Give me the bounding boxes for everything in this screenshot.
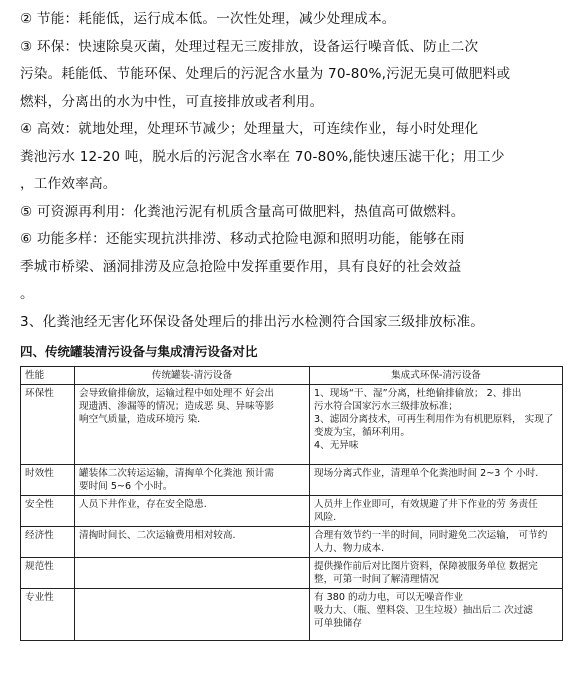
paragraph-line: ④ 高效：就地处理，处理环节减少；处理量大，可连续作业，每小时处理化 xyxy=(20,121,479,137)
integrated-cell xyxy=(310,558,563,589)
integrated-cell xyxy=(310,385,563,465)
cell-text-line: 变废为宝，循环利用。 xyxy=(314,427,410,438)
table-row xyxy=(21,465,563,496)
row-label: 专业性 xyxy=(21,589,75,641)
paragraph-line: ⑥ 功能多样：还能实现抗洪排涝、移动式抢险电源和照明功能，能够在雨 xyxy=(20,231,465,247)
paragraph-line: ，工作效率高。 xyxy=(20,176,117,192)
body-paragraphs xyxy=(20,6,565,336)
paragraph-line: ⑤ 可资源再利用：化粪池污泥有机质含量高可做肥料，热值高可做燃料。 xyxy=(20,203,465,220)
cell-text-line: 污水符合国家污水三级排放标准； xyxy=(314,401,458,412)
table-row xyxy=(21,527,563,558)
cell-text-line: 4、无异味 xyxy=(314,440,359,451)
header-performance: 性能 xyxy=(21,367,75,385)
cell-text-line: 人力、物力成本. xyxy=(314,543,385,554)
paragraph-line: 燃料，分离出的水为中性，可直接排放或者利用。 xyxy=(20,93,324,110)
cell-text-line: 人员下井作业，存在安全隐患. xyxy=(79,499,207,510)
paragraph-line: ② 节能：耗能低，运行成本低。一次性处理，减少处理成本。 xyxy=(20,11,396,27)
paragraph-line: 季城市桥梁、涵洞排涝及应急抢险中发挥重要作用，具有良好的社会效益 xyxy=(20,258,462,275)
cell-text-line: 清掏时间长、二次运输费用相对较高. xyxy=(79,530,236,541)
cell-text-line: 整，可第一时间了解清理情况 xyxy=(314,574,439,585)
paragraph-line: 。 xyxy=(20,286,34,302)
traditional-cell xyxy=(75,558,310,589)
row-label: 安全性 xyxy=(21,496,75,527)
header-traditional: 传统罐装-清污设备 xyxy=(75,367,310,385)
comparison-table xyxy=(20,366,563,641)
cell-text-line: 可单独储存 xyxy=(314,618,362,629)
table-header-row xyxy=(21,367,563,385)
integrated-cell xyxy=(310,496,563,527)
integrated-cell xyxy=(310,527,563,558)
cell-text-line: 人员井上作业即可，有效规避了井下作业的劳 务责任 xyxy=(314,499,538,510)
cell-text-line: 合理有效节约一半的时间，同时避免二次运输， 可节约 xyxy=(314,530,548,541)
traditional-cell xyxy=(75,496,310,527)
cell-text-line: 1、现场“干、湿”分离，杜绝偷排偷放； 2、排出 xyxy=(314,388,522,399)
table-row xyxy=(21,496,563,527)
cell-text-line: 风险. xyxy=(314,512,337,523)
paragraph-line: ③ 环保：快速除臭灭菌，处理过程无三废排放，设备运行噪音低、防止二次 xyxy=(20,38,479,55)
traditional-cell xyxy=(75,465,310,496)
cell-text-line: 现遗洒、渗漏等的情况；造成恶 臭、异味等影 xyxy=(79,401,274,412)
traditional-cell xyxy=(75,589,310,641)
table-row xyxy=(21,558,563,589)
traditional-cell xyxy=(75,385,310,465)
row-label: 时效性 xyxy=(21,465,75,496)
cell-text-line: 罐装体二次转运运输，清掏单个化粪池 预计需 xyxy=(79,468,274,479)
cell-text-line: 会导致偷排偷放，运输过程中如处理不 好会出 xyxy=(79,388,274,399)
cell-text-line: 现场分离式作业，清理单个化粪池时间 2~3 个 小时. xyxy=(314,468,539,479)
section-heading: 四、传统罐装清污设备与集成清污设备对比 xyxy=(20,344,258,359)
cell-text-line: 要时间 5~6 个小时。 xyxy=(79,481,173,492)
row-label: 规范性 xyxy=(21,558,75,589)
integrated-cell xyxy=(310,589,563,641)
table-row xyxy=(21,385,563,465)
paragraph-line: 污染。耗能低、节能环保、处理后的污泥含水量为 70-80%,污泥无臭可做肥料或 xyxy=(20,66,511,82)
cell-text-line: 吸力大、（瓶、塑料袋、卫生垃圾）抽出后二 次过滤 xyxy=(314,605,533,616)
cell-text-line: 3、滤固分离技术，可再生利用作为有机肥原料， 实现了 xyxy=(314,414,554,425)
header-integrated: 集成式环保-清污设备 xyxy=(310,367,563,385)
row-label: 环保性 xyxy=(21,385,75,465)
traditional-cell xyxy=(75,527,310,558)
paragraph-line: 3、化粪池经无害化环保设备处理后的排出污水检测符合国家三级排放标准。 xyxy=(20,313,485,330)
cell-text-line: 响空气质量，造成环境污 染. xyxy=(79,414,201,425)
row-label: 经济性 xyxy=(21,527,75,558)
integrated-cell xyxy=(310,465,563,496)
table-row xyxy=(21,589,563,641)
paragraph-line: 粪池污水 12-20 吨，脱水后的污泥含水率在 70-80%,能快速压滤干化；用工少 xyxy=(20,148,505,165)
cell-text-line: 有 380 的动力电，可以无噪音作业 xyxy=(314,592,464,603)
cell-text-line: 提供操作前后对比图片资料，保障被服务单位 数据完 xyxy=(314,561,538,572)
